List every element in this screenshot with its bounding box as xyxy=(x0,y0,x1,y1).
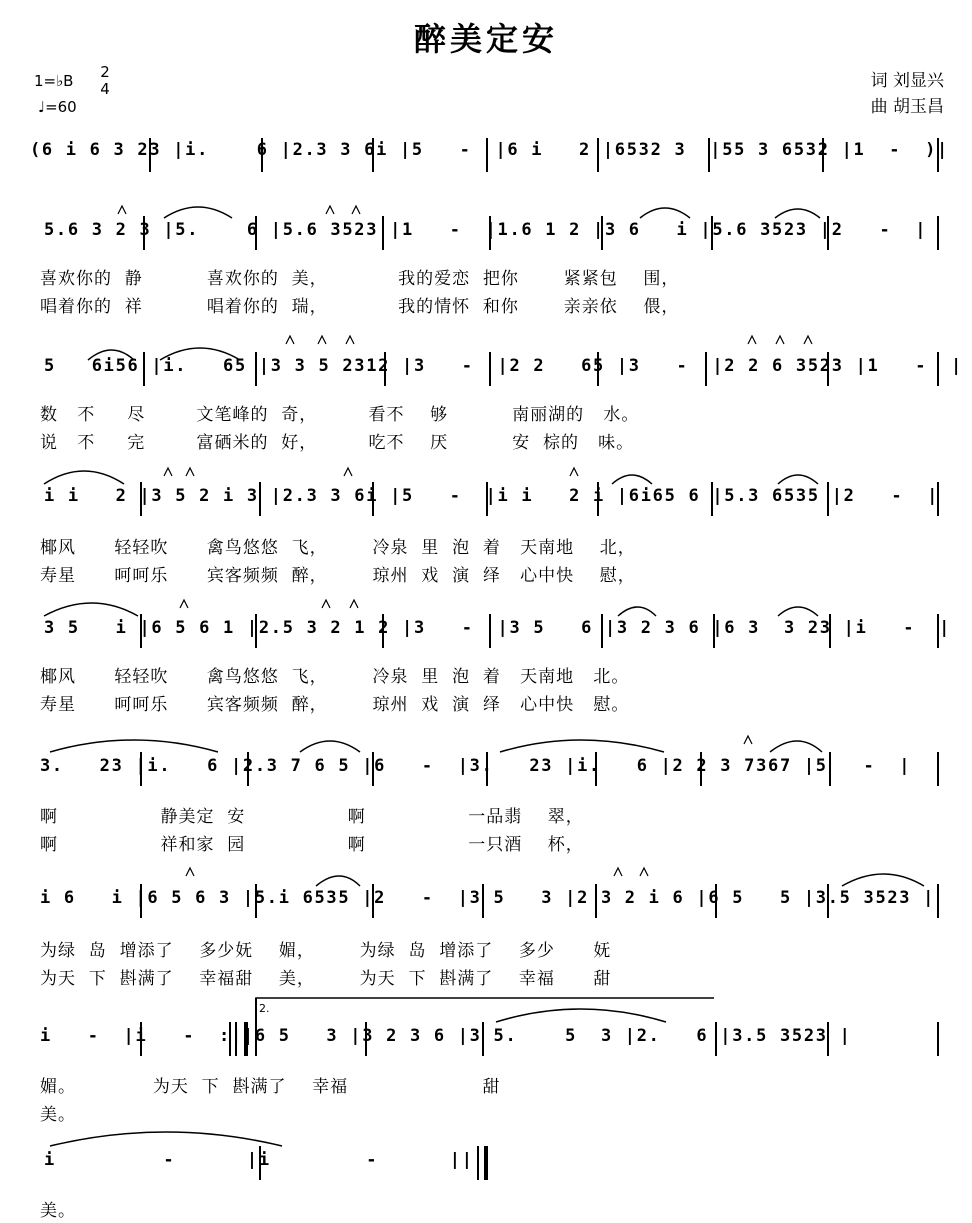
lyric-line-8-2: 美。 xyxy=(40,1105,76,1125)
credits xyxy=(871,68,944,120)
volta-bracket xyxy=(256,998,714,1012)
notation-line-1: (6 i 6 3 23 |i. 6 |2.3 3 6i |5 - |6 i 2 |6532 3 |55 3 6532 |1 - )| xyxy=(30,140,949,160)
lyric-line-5-2: 寿星 呵呵乐 宾客频频 醉， 琼州 戏 演 绎 心中快 慰。 xyxy=(40,695,630,715)
lyric-line-6-2: 啊 祥和家 园 啊 一只酒 杯， xyxy=(40,835,584,855)
lyric-line-2-1: 喜欢你的 静 喜欢你的 美， 我的爱恋 把你 紧紧包 围， xyxy=(40,269,680,289)
lyric-line-7-2: 为天 下 斟满了 幸福甜 美， 为天 下 斟满了 幸福 甜 xyxy=(40,969,612,989)
lyric-line-2-2: 唱着你的 祥 唱着你的 瑞， 我的情怀 和你 亲亲依 偎， xyxy=(40,297,680,317)
notation-line-4: i i 2 |3 5 2 i 3 |2.3 3 6i |5 - |i i 2 i |6i65 6 |5.3 6535 |2 - | xyxy=(44,486,940,506)
lyric-line-8-1: 媚。 为天 下 斟满了 幸福 甜 xyxy=(40,1077,501,1097)
lyric-line-4-1: 椰风 轻轻吹 禽鸟悠悠 飞， 冷泉 里 泡 着 天南地 北， xyxy=(40,538,636,558)
notation-line-3: 5 6i56 |i. 65 |3 3 5 2312 |3 - |2 2 65 |3 - |2 2 6 3523 |1 - | xyxy=(44,356,963,376)
lyricist-credit: 词 刘显兴 xyxy=(870,71,944,91)
page-title: 醉美定安 xyxy=(413,20,558,58)
tempo-marking: ♩=60 xyxy=(38,98,77,116)
notation-line-9: i - |i - || xyxy=(44,1150,474,1170)
notation-line-6: 3. 23 |i. 6 |2.3 7 6 5 |6 - |3. 23 |i. 6 |2 2 3 7367 |5 - | xyxy=(40,756,912,776)
lyric-line-3-2: 说 不 完 富硒米的 好， 吃不 厌 安 棕的 味。 xyxy=(40,433,635,453)
lyric-line-6-1: 啊 静美定 安 啊 一品翡 翠， xyxy=(40,807,584,827)
lyric-line-3-1: 数 不 尽 文笔峰的 奇， 看不 够 南丽湖的 水。 xyxy=(40,405,640,425)
composer-credit: 曲 胡玉昌 xyxy=(870,97,944,117)
notation-line-7: i 6 i |6 5 6 3 |5.i 6535 |2 - |3 5 3 |2 3 2 i 6 |6 5 5 |3.5 3523 | xyxy=(40,888,936,908)
notation-line-8: i - |i - :||6 5 3 |3 2 3 6 |3 5. 5 3 |2. 6 |3.5 3523 | xyxy=(40,1026,852,1046)
key-signature: 1=♭B xyxy=(34,72,74,90)
lyric-line-7-1: 为绿 岛 增添了 多少妩 媚， 为绿 岛 增添了 多少 妩 xyxy=(40,941,612,961)
lyric-line-4-2: 寿星 呵呵乐 宾客频频 醉， 琼州 戏 演 绎 心中快 慰， xyxy=(40,566,636,586)
notation-line-2: 5.6 3 2 3 |5. 6 |5.6 3523 |1 - |1.6 1 2 |3 6 i |5.6 3523 |2 - | xyxy=(44,220,928,240)
volta-number: 2. xyxy=(259,1002,270,1015)
lyric-line-5-1: 椰风 轻轻吹 禽鸟悠悠 飞， 冷泉 里 泡 着 天南地 北。 xyxy=(40,667,630,687)
notation-line-5: 3 5 i |6 5 6 1 |2.5 3 2 1 2 |3 - |3 5 6 |3 2 3 6 |6 3 3 23 |i - | xyxy=(44,618,952,638)
time-signature: 2 4 xyxy=(100,63,110,98)
lyric-line-9-1: 美。 xyxy=(40,1201,76,1221)
